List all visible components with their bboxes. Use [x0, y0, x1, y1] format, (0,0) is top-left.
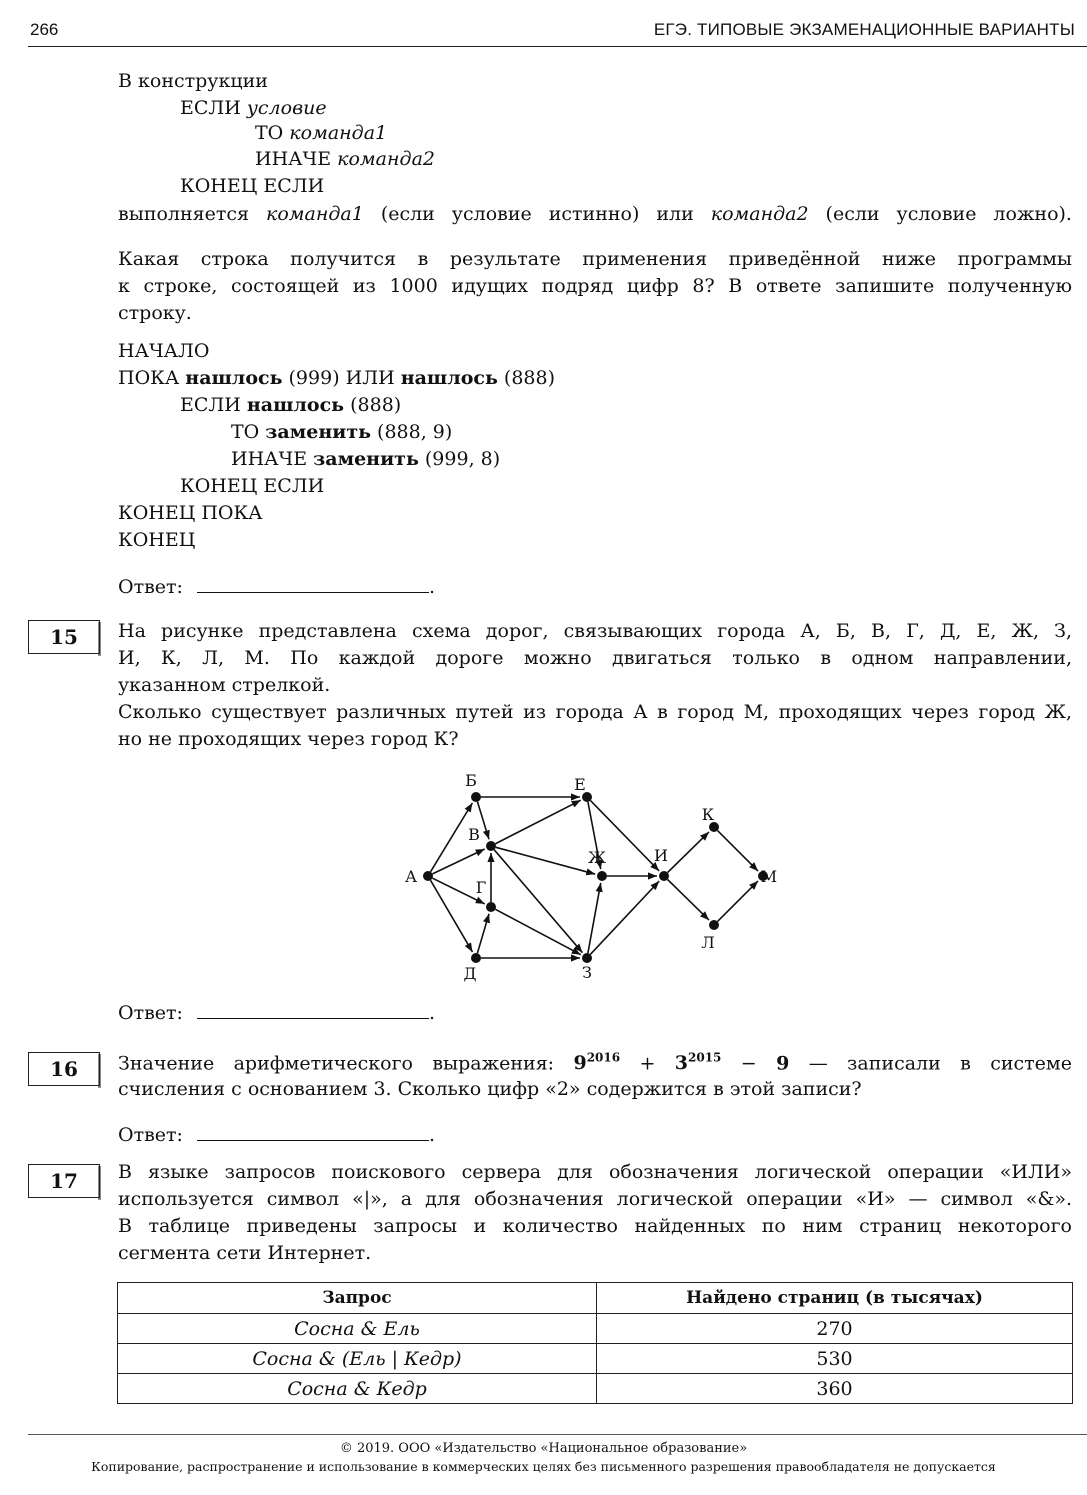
program-end: КОНЕЦ: [118, 529, 196, 551]
city-label-З: З: [582, 963, 592, 982]
q17-text-line: используется символ «|», а для обозначения логической операции «И» — символ «&».: [118, 1188, 1072, 1210]
city-label-И: И: [654, 846, 668, 865]
road-edge-Г-З: [495, 909, 580, 954]
program-begin: НАЧАЛО: [118, 340, 210, 362]
city-node-И: [659, 871, 669, 881]
road-edge-А-Б: [431, 803, 473, 872]
road-edge-А-В: [433, 849, 485, 874]
construct-then: ТО команда1: [255, 122, 388, 144]
city-label-М: М: [760, 867, 778, 886]
table-cell-count: 530: [597, 1344, 1073, 1374]
program-if: ЕСЛИ нашлось (888): [180, 394, 402, 416]
construct-if: ЕСЛИ условие: [180, 97, 327, 119]
answer-line-14: Ответ: .: [118, 576, 435, 598]
table-row: [118, 1374, 1073, 1404]
city-label-В: В: [468, 825, 480, 844]
construct-else: ИНАЧЕ команда2: [255, 148, 435, 170]
road-edge-А-Д: [431, 880, 473, 952]
q17-text-line: В языке запросов поискового сервера для обозначения логической операции «ИЛИ»: [118, 1161, 1072, 1183]
page-number: 266: [30, 20, 59, 39]
table-cell-query: Сосна & Ель: [118, 1314, 597, 1344]
table-header-row: [118, 1283, 1073, 1314]
city-label-Ж: Ж: [588, 848, 606, 867]
table-row: [118, 1344, 1073, 1374]
city-node-Л: [709, 920, 719, 930]
header-title: ЕГЭ. ТИПОВЫЕ ЭКЗАМЕНАЦИОННЫЕ ВАРИАНТЫ: [653, 20, 1075, 39]
q16-text-line: Значение арифметического выражения: $9^{2016} + 3^{2015} - 9$ — записали в системе: [118, 1051, 1072, 1075]
city-node-Д: [471, 953, 481, 963]
table-header: Запрос: [118, 1283, 597, 1314]
road-edge-З-Ж: [588, 883, 601, 953]
construct-explanation: выполняется команда1 (если условие истинно) или команда2 (если условие ложно).: [118, 203, 1072, 225]
q14-text-line: Какая строка получится в результате применения приведённой ниже программы: [118, 248, 1072, 270]
q14-text-line: к строке, состоящей из 1000 идущих подряд цифр 8? В ответе запишите полученную: [118, 275, 1072, 297]
city-label-Б: Б: [465, 771, 477, 790]
footer-copyright: © 2019. ООО «Издательство «Национальное образование»: [339, 1441, 748, 1456]
program-endif: КОНЕЦ ЕСЛИ: [180, 475, 325, 497]
program-endwhile: КОНЕЦ ПОКА: [118, 502, 263, 524]
q15-text-line: И, К, Л, М. По каждой дороге можно двигаться только в одном направлении,: [118, 647, 1072, 669]
city-label-Е: Е: [574, 775, 586, 794]
answer-line-16: Ответ: .: [118, 1124, 435, 1146]
road-edge-К-М: [718, 831, 759, 872]
city-node-А: [423, 871, 433, 881]
q15-text-line: На рисунке представлена схема дорог, связывающих города А, Б, В, Г, Д, Е, Ж, З,: [118, 620, 1072, 642]
construct-end: КОНЕЦ ЕСЛИ: [180, 175, 325, 197]
road-edge-И-Л: [668, 879, 709, 920]
table-cell-count: 360: [597, 1374, 1073, 1404]
q17-text-line: сегмента сети Интернет.: [118, 1242, 372, 1264]
footer-notice: Копирование, распространение и использование в коммерческих целях без письменного разрешения правообладателя не допускается: [91, 1459, 996, 1474]
question-number-16: 16: [28, 1052, 100, 1086]
city-label-А: А: [404, 867, 418, 886]
city-label-К: К: [701, 805, 715, 824]
q14-text-line: строку.: [118, 302, 192, 324]
table-header: Найдено страниц (в тысячах): [597, 1283, 1073, 1314]
road-edge-Д-Г: [477, 914, 489, 953]
construct-intro: В конструкции: [118, 70, 268, 92]
road-edge-З-И: [590, 881, 659, 954]
city-node-Б: [471, 792, 481, 802]
road-edge-В-З: [494, 850, 582, 953]
q15-text-line: Сколько существует различных путей из города А в город М, проходящих через город Ж,: [118, 701, 1072, 723]
answer-blank[interactable]: [197, 1122, 429, 1141]
table-cell-count: 270: [597, 1314, 1073, 1344]
program-then: ТО заменить (888, 9): [231, 421, 453, 443]
answer-blank[interactable]: [197, 1000, 429, 1019]
answer-line-15: Ответ: .: [118, 1002, 435, 1024]
road-edge-И-К: [668, 832, 709, 873]
q15-text-line: указанном стрелкой.: [118, 674, 331, 696]
road-edge-В-Е: [495, 800, 580, 844]
question-number-15: 15: [28, 620, 100, 654]
city-node-Г: [486, 902, 496, 912]
city-label-Л: Л: [701, 933, 715, 952]
table-row: [118, 1314, 1073, 1344]
city-node-В: [486, 841, 496, 851]
question-number-17: 17: [28, 1164, 100, 1198]
query-table: [117, 1282, 1073, 1404]
table-cell-query: Сосна & (Ель | Кедр): [118, 1344, 597, 1374]
q17-text-line: В таблице приведены запросы и количество найденных по ним страниц некоторого: [118, 1215, 1072, 1237]
city-node-З: [582, 953, 592, 963]
city-label-Г: Г: [475, 878, 487, 897]
program-while: ПОКА нашлось (999) ИЛИ нашлось (888): [118, 367, 556, 389]
footer-divider: [28, 1434, 1087, 1435]
city-label-Д: Д: [463, 964, 477, 983]
city-node-Ж: [597, 871, 607, 881]
q16-text-line: счисления с основанием 3. Сколько цифр «2» содержится в этой записи?: [118, 1078, 862, 1100]
road-edge-Л-М: [718, 881, 759, 922]
program-else: ИНАЧЕ заменить (999, 8): [231, 448, 501, 470]
table-cell-query: Сосна & Кедр: [118, 1374, 597, 1404]
q15-text-line: но не проходящих через город К?: [118, 728, 459, 750]
